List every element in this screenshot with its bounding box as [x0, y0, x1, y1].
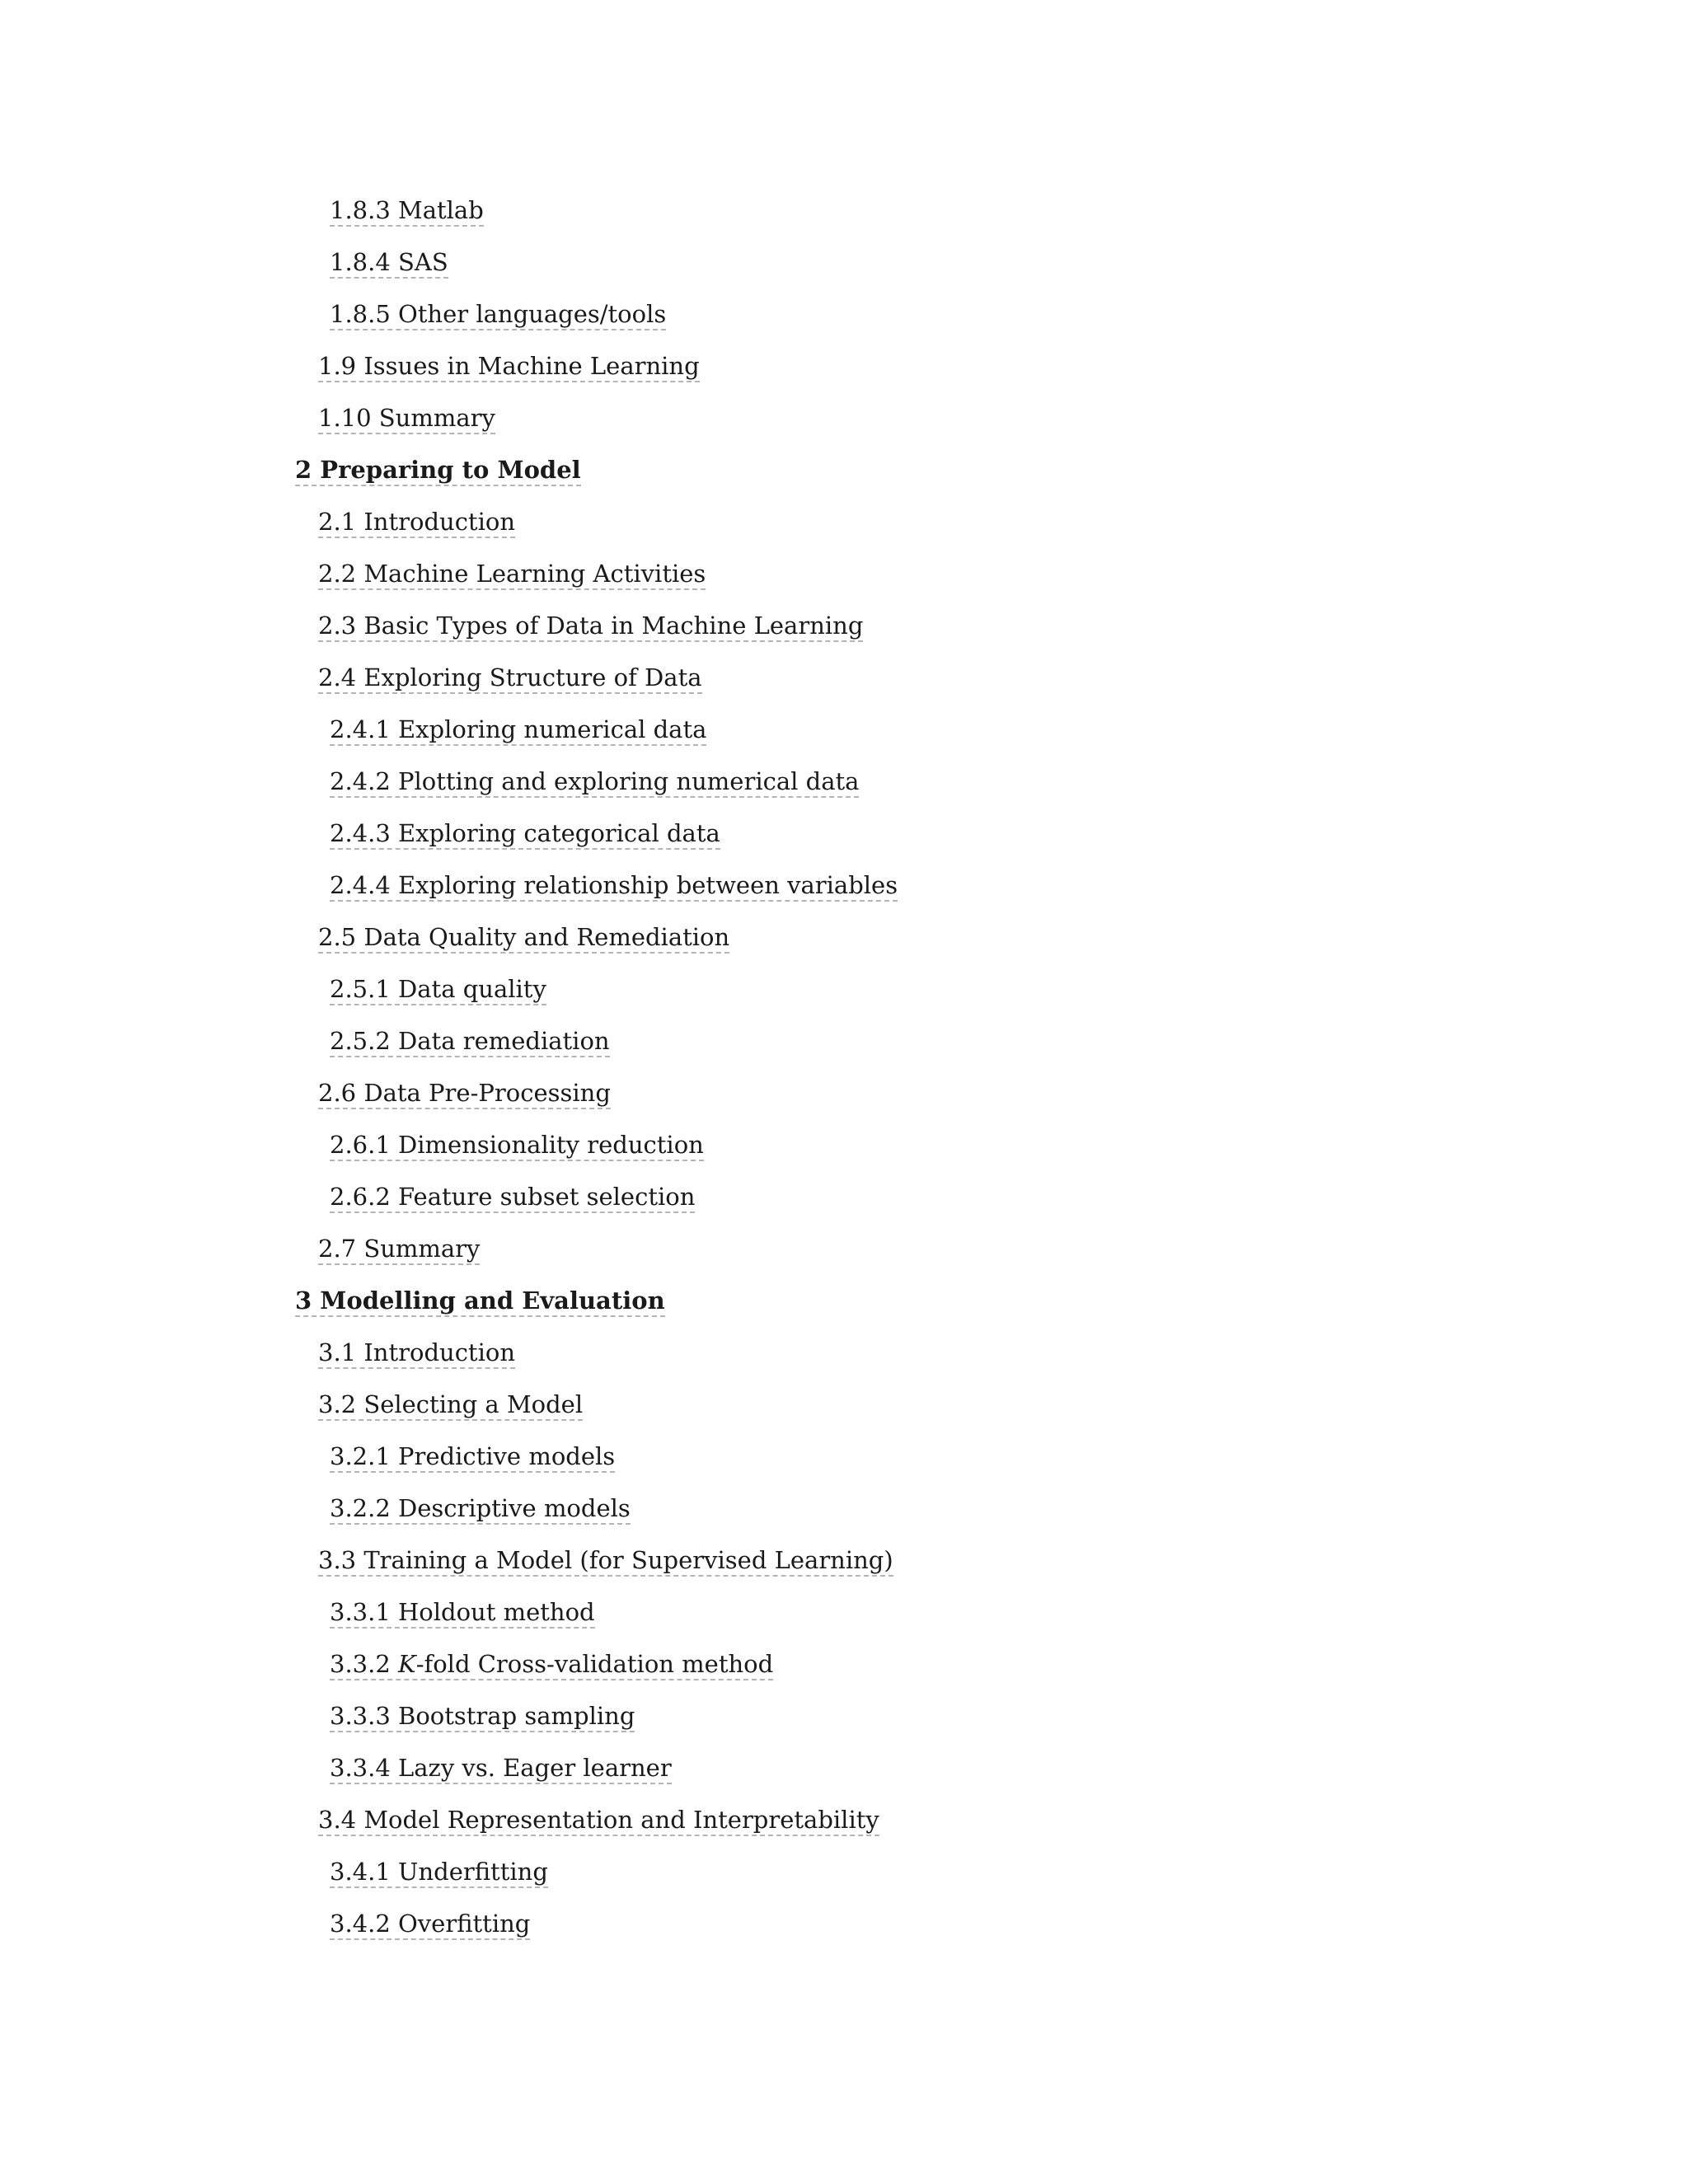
toc-link[interactable]: 1.10 Summary — [318, 404, 495, 434]
toc-link-prefix: 3.3.2 — [330, 1650, 399, 1678]
toc-link[interactable]: 2.4.4 Exploring relationship between variables — [330, 871, 898, 902]
toc-entry — [0, 1022, 1688, 1074]
toc-entry — [0, 1593, 1688, 1645]
toc-entry — [0, 1697, 1688, 1749]
toc-entry — [0, 399, 1688, 451]
toc-entry — [0, 1385, 1688, 1437]
toc-link[interactable]: 3.4.1 Underfitting — [330, 1858, 548, 1888]
toc-entry — [0, 1853, 1688, 1905]
toc-link[interactable] — [330, 1650, 773, 1680]
toc-link[interactable]: 3.3.1 Holdout method — [330, 1598, 595, 1629]
toc-chapter-link[interactable]: 3 Modelling and Evaluation — [295, 1286, 665, 1317]
toc-link[interactable]: 2.4.3 Exploring categorical data — [330, 819, 720, 850]
toc-entry — [0, 555, 1688, 607]
toc-link[interactable]: 2.6 Data Pre-Processing — [318, 1079, 611, 1109]
toc-link[interactable]: 2.1 Introduction — [318, 508, 515, 538]
toc-link[interactable]: 2.6.2 Feature subset selection — [330, 1183, 695, 1213]
toc-entry — [0, 1230, 1688, 1282]
toc-link[interactable]: 3.2.2 Descriptive models — [330, 1494, 631, 1525]
toc-link[interactable]: 2.3 Basic Types of Data in Machine Learning — [318, 612, 863, 642]
toc-entry — [0, 607, 1688, 658]
toc-entry — [0, 191, 1688, 243]
toc-entry — [0, 762, 1688, 814]
toc-link[interactable]: 2.4 Exploring Structure of Data — [318, 663, 702, 694]
toc-entry — [0, 814, 1688, 866]
toc-link-italic: K — [398, 1650, 416, 1678]
toc-link[interactable]: 3.3.4 Lazy vs. Eager learner — [330, 1754, 672, 1784]
toc-link[interactable]: 3.2 Selecting a Model — [318, 1390, 583, 1421]
toc-entry — [0, 503, 1688, 555]
toc-link[interactable]: 2.7 Summary — [318, 1235, 480, 1265]
toc-link[interactable]: 1.8.3 Matlab — [330, 196, 484, 227]
toc-chapter — [0, 1282, 1688, 1333]
toc-entry — [0, 1126, 1688, 1178]
toc-link[interactable]: 1.8.4 SAS — [330, 248, 448, 279]
toc-entry — [0, 1437, 1688, 1489]
toc-link[interactable]: 3.4.2 Overfitting — [330, 1910, 530, 1940]
toc-link[interactable]: 2.4.2 Plotting and exploring numerical data — [330, 767, 859, 798]
table-of-contents — [0, 191, 1688, 1957]
toc-link[interactable]: 1.9 Issues in Machine Learning — [318, 352, 700, 382]
toc-entry — [0, 1074, 1688, 1126]
toc-entry — [0, 1749, 1688, 1801]
toc-link-suffix: -fold Cross-validation method — [415, 1650, 774, 1678]
toc-entry — [0, 970, 1688, 1022]
toc-entry — [0, 710, 1688, 762]
toc-entry — [0, 1645, 1688, 1697]
toc-chapter-link[interactable]: 2 Preparing to Model — [295, 456, 581, 486]
toc-link[interactable]: 2.5.1 Data quality — [330, 975, 546, 1005]
toc-chapter — [0, 451, 1688, 503]
toc-entry — [0, 295, 1688, 347]
toc-entry — [0, 243, 1688, 295]
toc-link[interactable]: 3.3 Training a Model (for Supervised Learning) — [318, 1546, 893, 1577]
toc-link[interactable]: 2.6.1 Dimensionality reduction — [330, 1131, 704, 1161]
toc-link[interactable]: 2.2 Machine Learning Activities — [318, 560, 706, 590]
toc-link[interactable]: 3.4 Model Representation and Interpretability — [318, 1806, 879, 1836]
toc-link[interactable]: 2.5 Data Quality and Remediation — [318, 923, 729, 954]
toc-link[interactable]: 3.2.1 Predictive models — [330, 1442, 615, 1473]
toc-entry — [0, 1333, 1688, 1385]
toc-link[interactable]: 2.4.1 Exploring numerical data — [330, 715, 706, 746]
toc-entry — [0, 1801, 1688, 1853]
toc-link[interactable]: 2.5.2 Data remediation — [330, 1027, 610, 1057]
toc-entry — [0, 347, 1688, 399]
toc-link[interactable]: 1.8.5 Other languages/tools — [330, 300, 666, 330]
toc-entry — [0, 658, 1688, 710]
toc-entry — [0, 1905, 1688, 1957]
toc-entry — [0, 918, 1688, 970]
toc-link[interactable]: 3.3.3 Bootstrap sampling — [330, 1702, 635, 1732]
toc-entry — [0, 1178, 1688, 1230]
toc-link[interactable]: 3.1 Introduction — [318, 1338, 515, 1369]
toc-entry — [0, 1541, 1688, 1593]
toc-entry — [0, 1489, 1688, 1541]
toc-entry — [0, 866, 1688, 918]
